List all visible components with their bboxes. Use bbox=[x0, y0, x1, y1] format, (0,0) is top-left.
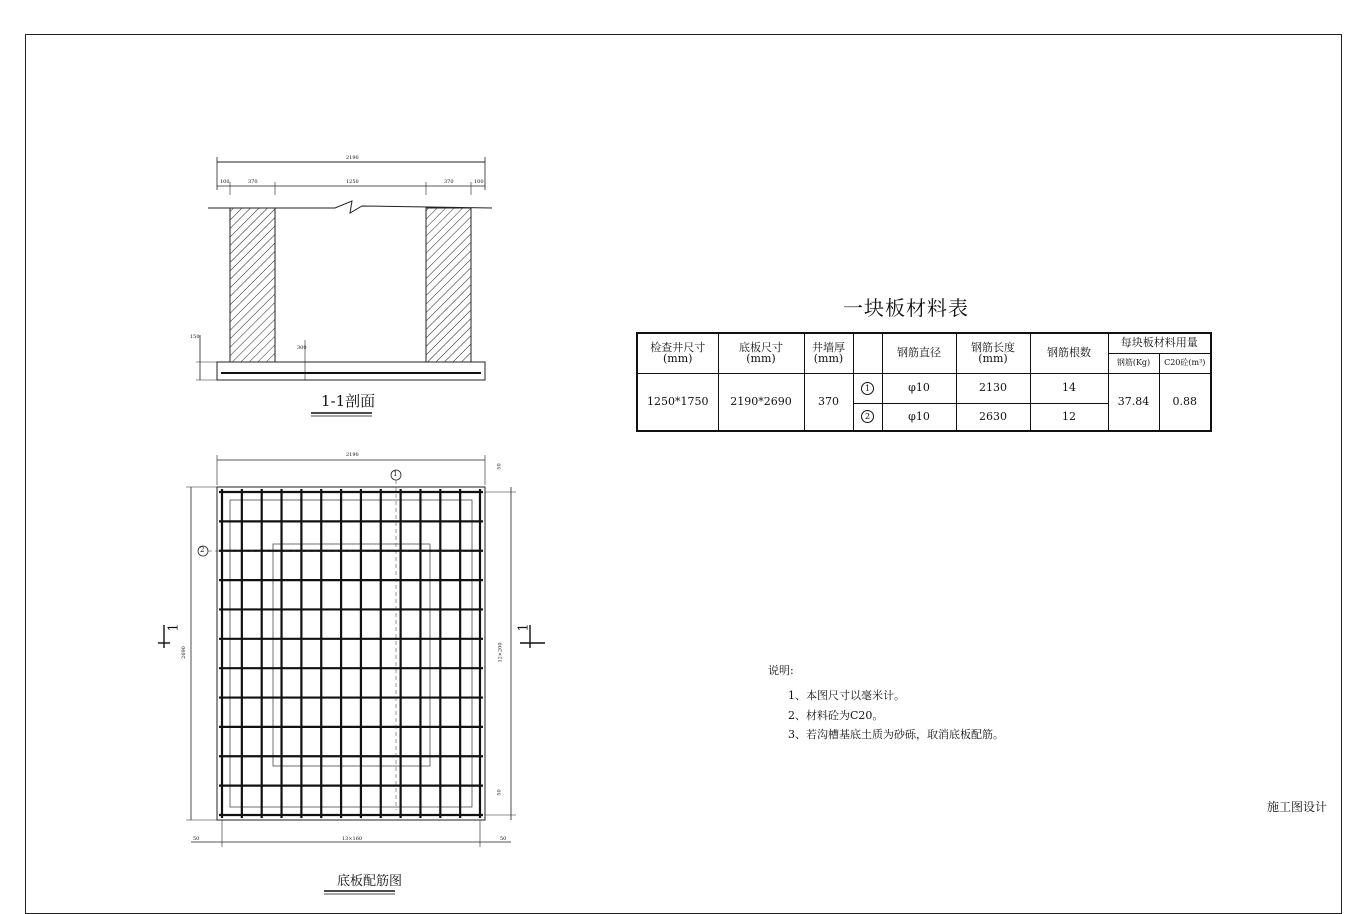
plan-right-dim-2: 12×200 bbox=[497, 642, 504, 663]
plan-marker-1: 1 bbox=[393, 470, 398, 478]
section-caption: 1-1剖面 bbox=[321, 392, 376, 410]
plan-left-dim: 2690 bbox=[180, 646, 187, 659]
header-wall: 井墙厚 (mm) bbox=[804, 333, 853, 373]
cell-bar-count-2: 12 bbox=[1030, 403, 1108, 431]
section-dim-3: 1250 bbox=[346, 179, 359, 185]
cell-wall: 370 bbox=[804, 373, 853, 431]
plan-caption: 底板配筋图 bbox=[337, 874, 403, 889]
header-no bbox=[853, 333, 882, 373]
cell-bar-length-1: 2130 bbox=[956, 373, 1030, 403]
header-count: 钢筋根数 bbox=[1030, 333, 1108, 373]
notes-title: 说明: bbox=[768, 664, 794, 677]
cell-bar-length-2: 2630 bbox=[956, 403, 1030, 431]
section-side-dim-1: 150 bbox=[190, 334, 200, 340]
plan-right-dim-1: 50 bbox=[496, 463, 503, 470]
header-usage: 每块板材料用量 bbox=[1108, 333, 1211, 353]
header-steel: 钢筋(Kg) bbox=[1108, 353, 1159, 373]
section-side-dim-2: 300 bbox=[297, 345, 307, 351]
note-item: 1、本图尺寸以毫米计。 bbox=[788, 689, 905, 702]
cut-label-left: 1 bbox=[166, 623, 182, 632]
header-well-size: 检查井尺寸 (mm) bbox=[637, 333, 718, 373]
cell-concrete: 0.88 bbox=[1159, 373, 1211, 431]
plan-top-dim: 2190 bbox=[346, 452, 359, 458]
cell-bar-no-1: 1 bbox=[853, 373, 882, 403]
section-dim-1: 100 bbox=[220, 179, 230, 185]
header-length: 钢筋长度 (mm) bbox=[956, 333, 1030, 373]
plan-marker-2: 2 bbox=[200, 546, 205, 554]
note-item: 2、材料砼为C20。 bbox=[788, 709, 884, 722]
plan-bottom-dim-2: 13×160 bbox=[342, 836, 363, 842]
section-dim-total: 2190 bbox=[346, 155, 359, 161]
header-slab-size: 底板尺寸 (mm) bbox=[718, 333, 804, 373]
cell-bar-no-2: 2 bbox=[853, 403, 882, 431]
plan-bottom-dim-3: 50 bbox=[500, 836, 507, 842]
cut-label-right: 1 bbox=[516, 623, 532, 632]
header-dia: 钢筋直径 bbox=[882, 333, 956, 373]
section-dim-4: 370 bbox=[444, 179, 454, 185]
table-title: 一块板材料表 bbox=[843, 296, 969, 320]
drawing-frame bbox=[25, 34, 1342, 914]
plan-bottom-dim-1: 50 bbox=[193, 836, 200, 842]
cell-well-size: 1250*1750 bbox=[637, 373, 718, 431]
cell-bar-dia-1: φ10 bbox=[882, 373, 956, 403]
plan-right-dim-3: 50 bbox=[496, 789, 503, 796]
section-dim-5: 100 bbox=[474, 179, 484, 185]
material-table bbox=[636, 332, 1212, 432]
note-item: 3、若沟槽基底土质为砂砾，取消底板配筋。 bbox=[788, 728, 1004, 741]
design-stage-stamp: 施工图设计 bbox=[1267, 800, 1328, 814]
section-dim-2: 370 bbox=[248, 179, 258, 185]
cell-bar-dia-2: φ10 bbox=[882, 403, 956, 431]
cell-steel: 37.84 bbox=[1108, 373, 1159, 431]
cell-bar-count-1: 14 bbox=[1030, 373, 1108, 403]
cell-slab-size: 2190*2690 bbox=[718, 373, 804, 431]
header-concrete: C20砼(m³) bbox=[1159, 353, 1211, 373]
